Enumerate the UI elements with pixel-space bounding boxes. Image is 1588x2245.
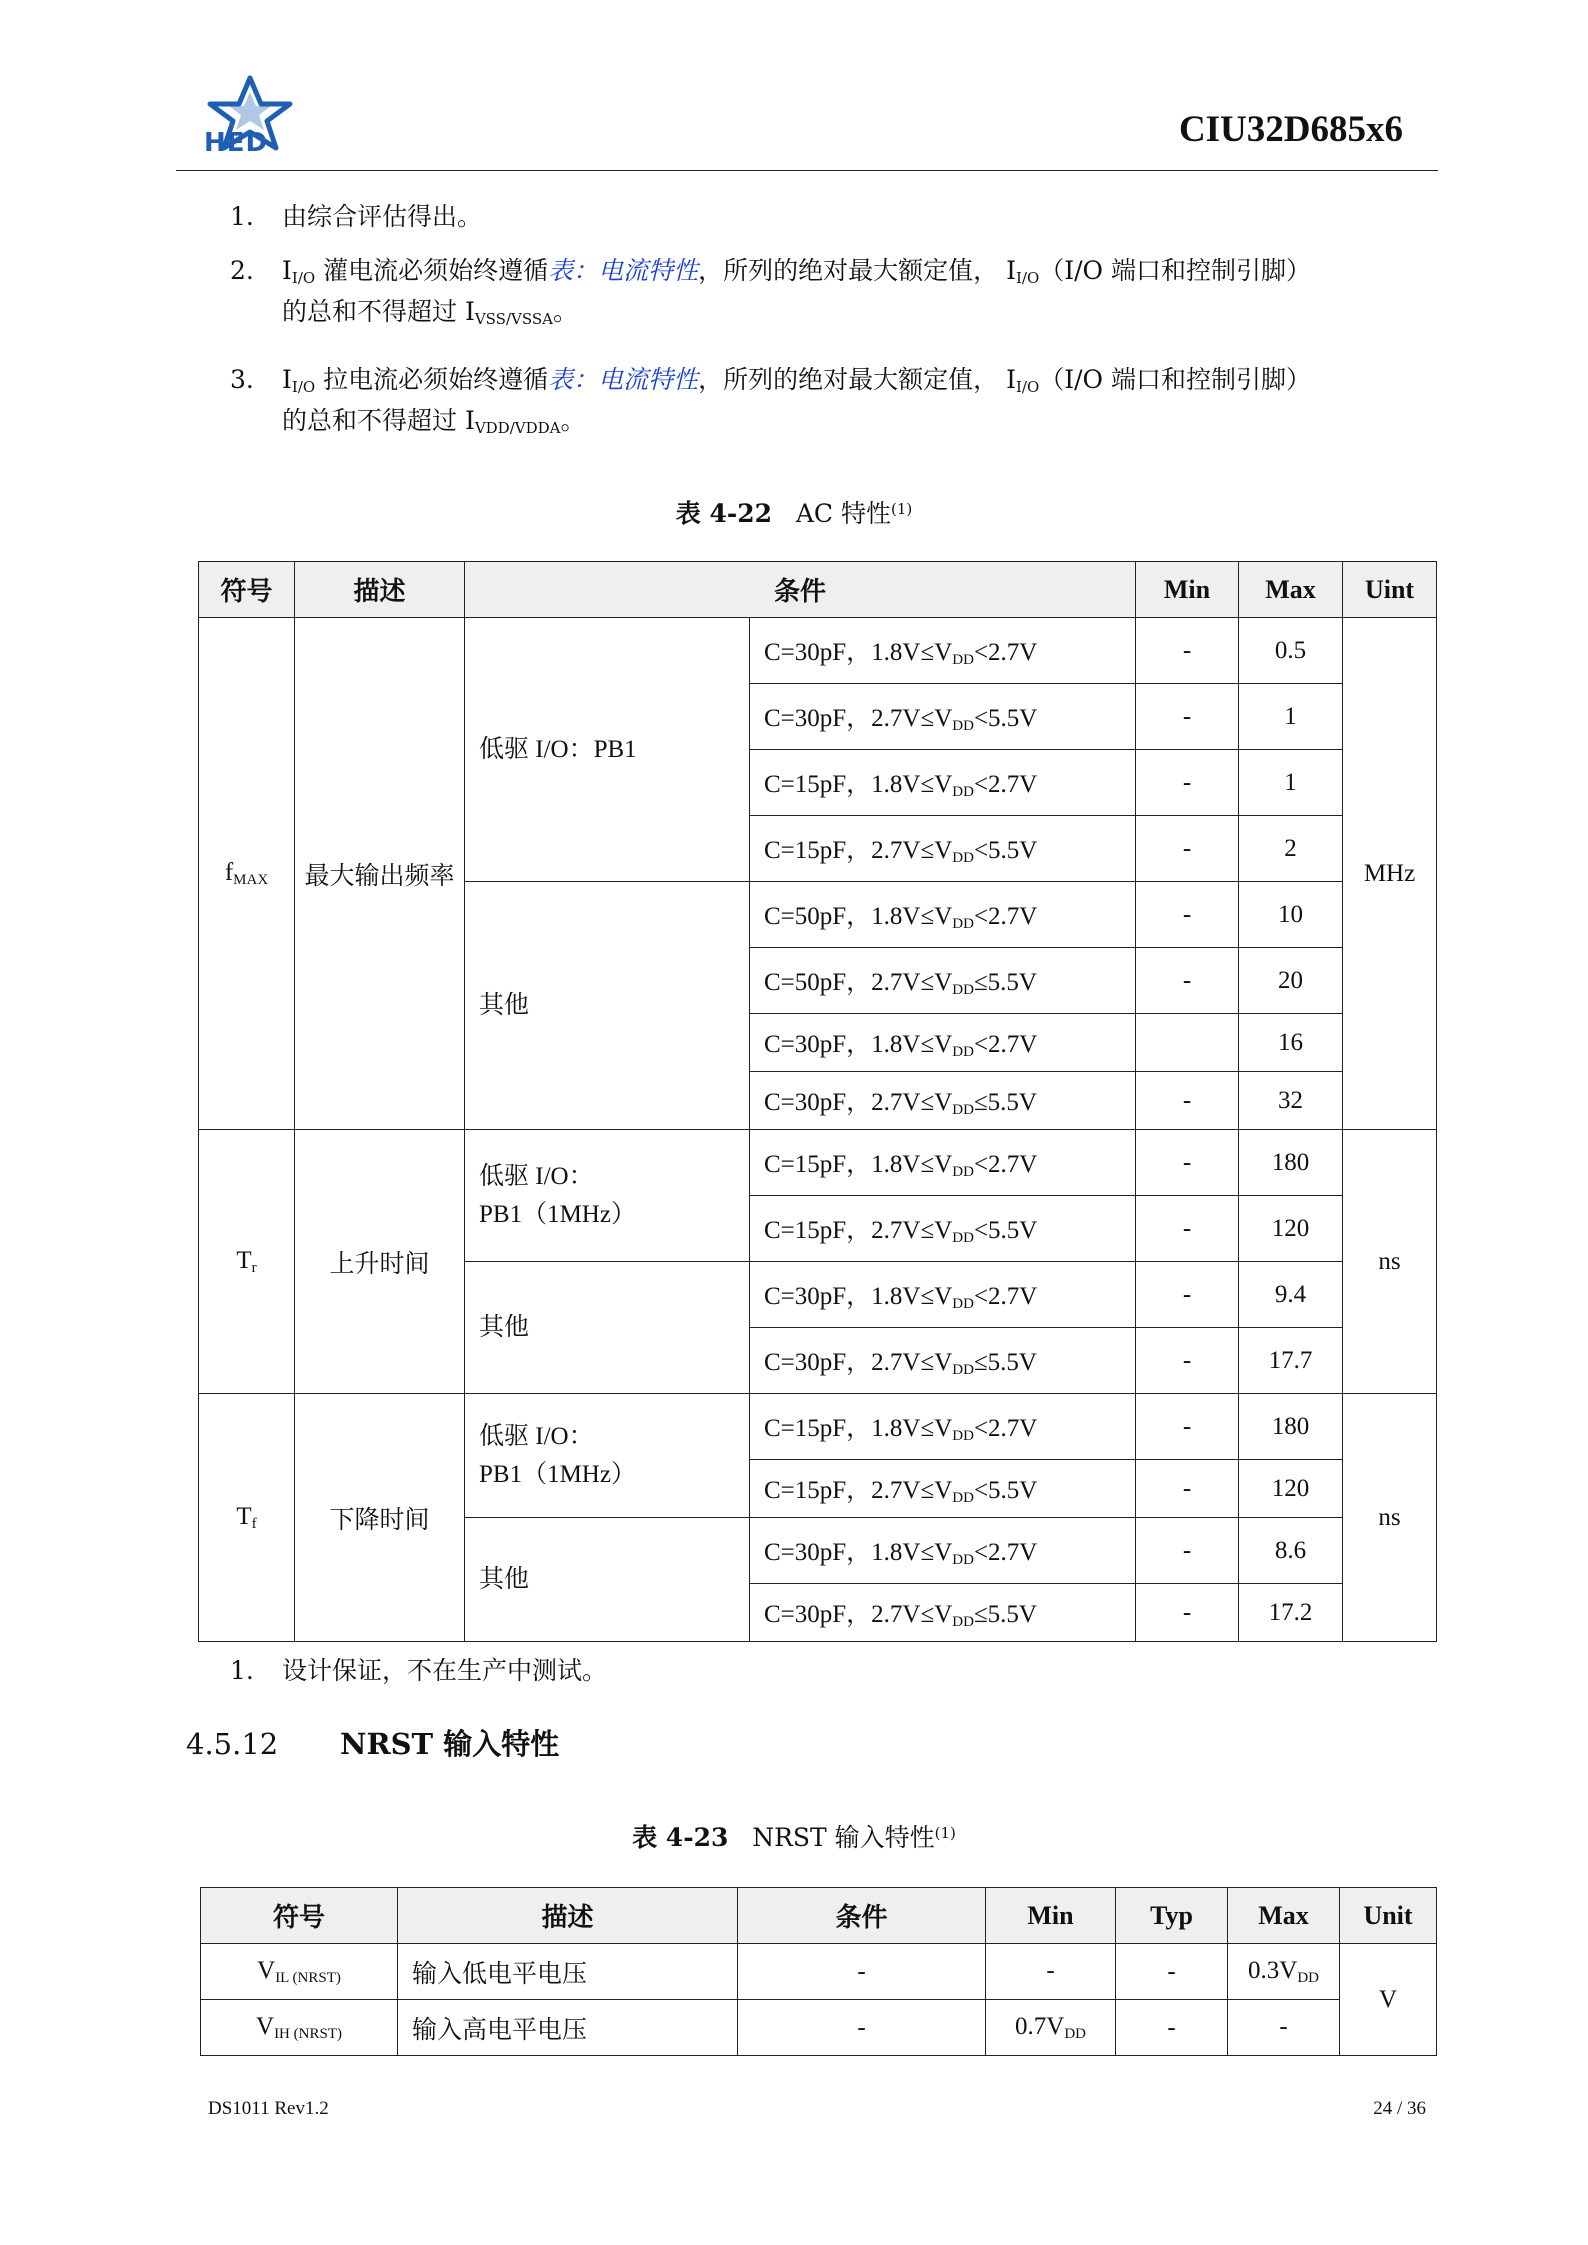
min-cell: - [1136, 1584, 1239, 1642]
vdd-subscript: DD [952, 1490, 974, 1506]
symbol-text: f [224, 858, 234, 886]
condition-text: C=15pF，2.7V≤V [764, 1217, 953, 1244]
condition-limit: <5.5V [973, 1477, 1038, 1504]
header-description: 描述 [295, 562, 465, 618]
condition-group-label: 其他 [479, 1565, 530, 1593]
header-symbol: 符号 [199, 562, 295, 618]
max-cell: 10 [1239, 882, 1343, 948]
document-id: CIU32D685x6 [1178, 109, 1403, 150]
condition-group-cell [465, 618, 750, 882]
header-max: Max [1228, 1888, 1340, 1944]
condition-text: C=30pF，1.8V≤V [764, 1539, 953, 1566]
table2-caption: 表 4-23 NRST 输入特性$^{(1)}$ [632, 1823, 956, 1852]
max-cell: 0.5 [1239, 618, 1343, 684]
condition-text: C=15pF，1.8V≤V [764, 1415, 953, 1442]
header-min: Min [1136, 562, 1239, 618]
vdd-subscript: DD [952, 784, 974, 800]
note-text: 由综合评估得出。 [282, 202, 483, 231]
condition-cell [750, 1196, 1136, 1262]
condition-group-cell [465, 882, 750, 1130]
condition-cell [750, 1262, 1136, 1328]
condition-text: C=30pF，2.7V≤V [764, 1089, 953, 1116]
logo-text: HED [204, 128, 269, 158]
condition-group-label-line2: PB1（1MHz） [479, 1460, 636, 1488]
unit-cell: ns [1343, 1394, 1437, 1642]
ac-characteristics-table [198, 561, 1437, 1642]
condition-cell [750, 750, 1136, 816]
condition-text: C=30pF，2.7V≤V [764, 1349, 953, 1376]
table-row [199, 1394, 1437, 1460]
max-cell: 20 [1239, 948, 1343, 1014]
condition-cell [750, 1460, 1136, 1518]
condition-cell [750, 816, 1136, 882]
condition-limit: ≤5.5V [973, 1601, 1037, 1628]
vdd-subscript: DD [952, 850, 974, 866]
section-title: NRST 输入特性 [340, 1727, 560, 1761]
current-characteristics-link[interactable]: 表：电流特性 [548, 365, 699, 394]
footnote-number: 1. [230, 1656, 254, 1685]
condition-limit: ≤5.5V [973, 1089, 1037, 1116]
symbol-text: T [236, 1502, 252, 1530]
condition-limit: <5.5V [973, 705, 1038, 732]
header-unit: Unit [1340, 1888, 1437, 1944]
max-cell: 17.7 [1239, 1328, 1343, 1394]
note-text: $I_{I/O}$ 灌电流必须始终遵循表：电流特性，所列的绝对最大额定值， $I_{I/O}(I/O$ 端口和控制引脚） 的总和不得超过 $I_{VSS/VSSA}$。 [282, 256, 1311, 328]
condition-text: C=30pF，1.8V≤V [764, 1031, 953, 1058]
unit-cell: MHz [1343, 618, 1437, 1130]
description-cell: 下降时间 [295, 1394, 465, 1642]
min-cell: - [1136, 816, 1239, 882]
max-cell: 17.2 [1239, 1584, 1343, 1642]
note-3 [230, 363, 1450, 453]
vdd-subscript: DD [952, 1428, 974, 1444]
condition-text: C=15pF，1.8V≤V [764, 771, 953, 798]
header-max: Max [1239, 562, 1343, 618]
vdd-subscript: DD [952, 652, 974, 668]
condition-limit: <2.7V [973, 1283, 1038, 1310]
condition-text: C=15pF，1.8V≤V [764, 1151, 953, 1178]
footer-page-number: 24 / 36 [1373, 2098, 1426, 2119]
max-cell: 32 [1239, 1072, 1343, 1130]
header-divider [176, 170, 1438, 171]
max-cell: 8.6 [1239, 1518, 1343, 1584]
note-1 [230, 200, 1450, 240]
table1-caption: 表 4-22 AC 特性$^{(1)}$ [675, 499, 913, 528]
condition-group-label: 低驱 I/O：PB1 [479, 735, 637, 763]
min-cell: - [1136, 1130, 1239, 1196]
condition-cell [750, 1072, 1136, 1130]
condition-cell [750, 1328, 1136, 1394]
table1-footnote [230, 1654, 1230, 1694]
condition-limit: <2.7V [973, 1415, 1038, 1442]
note-number: 2. [230, 256, 254, 285]
condition-cell: - [738, 2000, 986, 2056]
header-symbol: 符号 [201, 1888, 398, 1944]
vdd-subscript: DD [952, 1230, 974, 1246]
vdd-subscript: DD [952, 1164, 974, 1180]
table-row [201, 2000, 1437, 2056]
vdd-subscript: DD [952, 1552, 974, 1568]
condition-limit: <2.7V [973, 771, 1038, 798]
condition-text: C=15pF，2.7V≤V [764, 837, 953, 864]
max-cell: 9.4 [1239, 1262, 1343, 1328]
min-cell: - [1136, 684, 1239, 750]
current-characteristics-link[interactable]: 表：电流特性 [548, 256, 699, 285]
condition-group-label: 其他 [479, 1313, 530, 1341]
footnote-text: 设计保证，不在生产中测试。 [282, 1656, 608, 1685]
max-cell: $0.3V_{DD}$ [1228, 1944, 1340, 2000]
condition-group-label-line2: PB1（1MHz） [479, 1200, 636, 1228]
section-heading [186, 1722, 559, 1763]
condition-text: C=15pF，2.7V≤V [764, 1477, 953, 1504]
condition-text: C=30pF，2.7V≤V [764, 1601, 953, 1628]
symbol-subscript: f [251, 1515, 257, 1532]
condition-text: C=30pF，1.8V≤V [764, 639, 953, 666]
table-row [201, 1944, 1437, 2000]
vdd-subscript: DD [952, 982, 974, 998]
header-condition: 条件 [738, 1888, 986, 1944]
min-cell: - [1136, 1518, 1239, 1584]
condition-text: C=30pF，1.8V≤V [764, 1283, 953, 1310]
symbol-cell [199, 1130, 295, 1394]
header-min: Min [986, 1888, 1116, 1944]
min-cell [1136, 1014, 1239, 1072]
condition-cell [750, 1394, 1136, 1460]
condition-group-label: 低驱 I/O： [479, 1162, 594, 1190]
ac-table-body [199, 618, 1437, 1642]
header-unit: Uint [1343, 562, 1437, 618]
description-cell: 最大输出频率 [295, 618, 465, 1130]
condition-text: C=30pF，2.7V≤V [764, 705, 953, 732]
symbol-cell: $V_{IL (NRST)}$ [201, 1944, 398, 2000]
vdd-subscript: DD [952, 1044, 974, 1060]
description-cell: 上升时间 [295, 1130, 465, 1394]
min-cell: - [1136, 1394, 1239, 1460]
max-cell: 1 [1239, 684, 1343, 750]
note-2 [230, 254, 1450, 344]
min-cell: - [1136, 618, 1239, 684]
condition-text: C=50pF，1.8V≤V [764, 903, 953, 930]
min-cell: - [1136, 750, 1239, 816]
max-cell: 2 [1239, 816, 1343, 882]
condition-limit: <5.5V [973, 837, 1038, 864]
note-number: 3. [230, 365, 254, 394]
condition-group-cell [465, 1394, 750, 1518]
vdd-subscript: DD [952, 718, 974, 734]
note-text: $I_{I/O}$ 拉电流必须始终遵循表：电流特性，所列的绝对最大额定值， $I_{I/O}(I/O$ 端口和控制引脚） 的总和不得超过 $I_{VDD/VDDA}$。 [282, 365, 1311, 437]
header-condition: 条件 [465, 562, 1136, 618]
note-number: 1. [230, 202, 254, 231]
condition-group-cell [465, 1262, 750, 1394]
max-cell: 120 [1239, 1196, 1343, 1262]
condition-limit: <2.7V [973, 1031, 1038, 1058]
symbol-subscript: MAX [233, 871, 269, 888]
min-cell: - [1136, 1072, 1239, 1130]
min-cell: - [1136, 882, 1239, 948]
condition-group-label: 低驱 I/O： [479, 1422, 594, 1450]
max-cell: 180 [1239, 1394, 1343, 1460]
header-typ: Typ [1116, 1888, 1228, 1944]
condition-text: C=50pF，2.7V≤V [764, 969, 953, 996]
condition-cell: - [738, 1944, 986, 2000]
condition-limit: <2.7V [973, 1151, 1038, 1178]
vdd-subscript: DD [952, 1102, 974, 1118]
condition-cell [750, 1014, 1136, 1072]
condition-cell [750, 684, 1136, 750]
description-cell: 输入低电平电压 [398, 1944, 738, 2000]
condition-cell [750, 1130, 1136, 1196]
vdd-subscript: DD [952, 1362, 974, 1378]
condition-limit: ≤5.5V [973, 969, 1037, 996]
symbol-subscript: r [251, 1259, 257, 1276]
typ-cell: - [1116, 2000, 1228, 2056]
symbol-text: T [236, 1246, 252, 1274]
footer-doc-revision: DS1011 Rev1.2 [208, 2098, 329, 2119]
condition-limit: ≤5.5V [973, 1349, 1037, 1376]
condition-cell [750, 1584, 1136, 1642]
condition-cell [750, 948, 1136, 1014]
max-cell: - [1228, 2000, 1340, 2056]
condition-group-cell [465, 1518, 750, 1642]
condition-group-cell [465, 1130, 750, 1262]
condition-cell [750, 618, 1136, 684]
max-cell: 120 [1239, 1460, 1343, 1518]
condition-limit: <2.7V [973, 639, 1038, 666]
condition-limit: <2.7V [973, 903, 1038, 930]
condition-cell [750, 882, 1136, 948]
vdd-subscript: DD [952, 916, 974, 932]
condition-limit: <5.5V [973, 1217, 1038, 1244]
symbol-cell [199, 618, 295, 1130]
unit-cell: V [1340, 1944, 1437, 2056]
condition-group-label: 其他 [479, 991, 530, 1019]
section-number: 4.5.12 [186, 1727, 279, 1761]
min-cell: - [1136, 1262, 1239, 1328]
min-cell: - [1136, 1196, 1239, 1262]
min-cell: - [1136, 1328, 1239, 1394]
table-row [199, 618, 1437, 684]
header-description: 描述 [398, 1888, 738, 1944]
vdd-subscript: DD [952, 1296, 974, 1312]
vdd-subscript: DD [952, 1614, 974, 1630]
unit-cell: ns [1343, 1130, 1437, 1394]
condition-limit: <2.7V [973, 1539, 1038, 1566]
description-cell: 输入高电平电压 [398, 2000, 738, 2056]
symbol-cell [199, 1394, 295, 1642]
min-cell: - [1136, 948, 1239, 1014]
typ-cell: - [1116, 1944, 1228, 2000]
max-cell: 1 [1239, 750, 1343, 816]
min-cell: $0.7V_{DD}$ [986, 2000, 1116, 2056]
symbol-cell: $V_{IH (NRST)}$ [201, 2000, 398, 2056]
max-cell: 180 [1239, 1130, 1343, 1196]
table-row [199, 1130, 1437, 1196]
nrst-input-table [200, 1887, 1437, 2056]
min-cell: - [1136, 1460, 1239, 1518]
min-cell: - [986, 1944, 1116, 2000]
max-cell: 16 [1239, 1014, 1343, 1072]
condition-cell [750, 1518, 1136, 1584]
